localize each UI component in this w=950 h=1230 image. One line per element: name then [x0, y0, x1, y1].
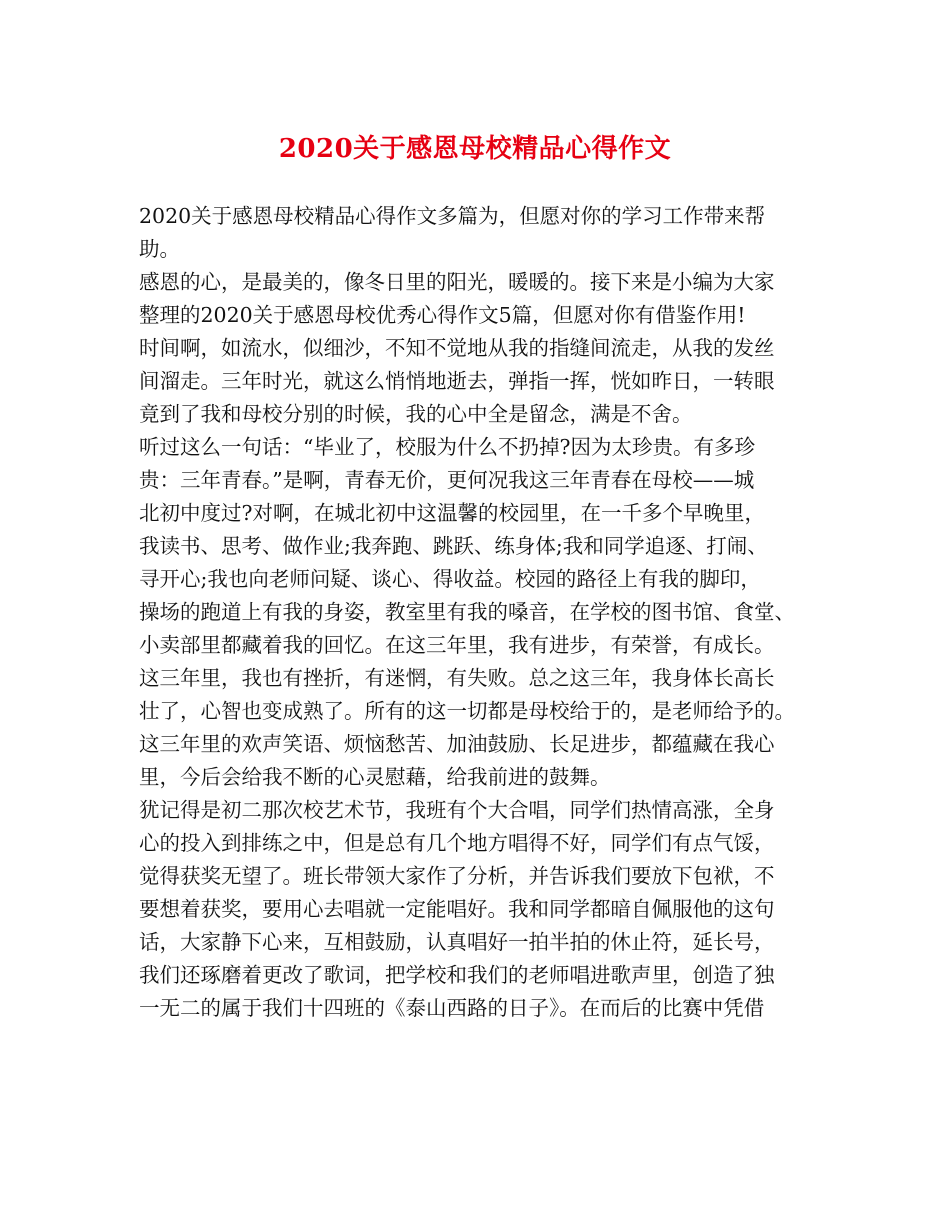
- body-line: 小卖部里都藏着我的回忆。在这三年里，我有进步，有荣誉，有成长。: [139, 633, 775, 657]
- body-line: 这三年里的欢声笑语、烦恼愁苦、加油鼓励、长足进步，都蕴藏在我心: [139, 732, 775, 756]
- body-line: 话，大家静下心来，互相鼓励，认真唱好一拍半拍的休止符，延长号，: [139, 930, 775, 954]
- body-line: 操场的跑道上有我的身姿，教室里有我的嗓音，在学校的图书馆、食堂、: [139, 600, 795, 624]
- body-line: 北初中度过?对啊，在城北初中这温馨的校园里，在一千多个早晚里，: [139, 501, 765, 525]
- body-line: 时间啊，如流水，似细沙，不知不觉地从我的指缝间流走，从我的发丝: [139, 336, 775, 360]
- body-line: 我们还琢磨着更改了歌词，把学校和我们的老师唱进歌声里，创造了独: [139, 963, 775, 987]
- body-line: 我读书、思考、做作业;我奔跑、跳跃、练身体;我和同学追逐、打闹、: [139, 534, 768, 558]
- body-line: 里，今后会给我不断的心灵慰藉，给我前进的鼓舞。: [139, 765, 611, 789]
- body-line: 寻开心;我也向老师问疑、谈心、得收益。校园的路径上有我的脚印，: [139, 567, 761, 591]
- body-line: 感恩的心，是最美的，像冬日里的阳光，暖暖的。接下来是小编为大家: [139, 270, 775, 294]
- body-line: 助。: [139, 237, 180, 261]
- body-line: 间溜走。三年时光，就这么悄悄地逝去，弹指一挥，恍如昨日，一转眼: [139, 369, 775, 393]
- document-title: 2020关于感恩母校精品心得作文: [278, 134, 672, 164]
- body-line: 要想着获奖，要用心去唱就一定能唱好。我和同学都暗自佩服他的这句: [139, 897, 775, 921]
- body-line: 这三年里，我也有挫折，有迷惘，有失败。总之这三年，我身体长高长: [139, 666, 775, 690]
- body-line: 听过这么一句话：“毕业了，校服为什么不扔掉?因为太珍贵。有多珍: [139, 435, 755, 459]
- body-line: 觉得获奖无望了。班长带领大家作了分析，并告诉我们要放下包袱，不: [139, 864, 775, 888]
- body-line: 贵：三年青春。”是啊，青春无价，更何况我这三年青春在母校——城: [139, 468, 755, 492]
- body-line: 竟到了我和母校分别的时候，我的心中全是留念，满是不舍。: [139, 402, 693, 426]
- body-line: 心的投入到排练之中，但是总有几个地方唱得不好，同学们有点气馁，: [139, 831, 775, 855]
- body-line: 2020关于感恩母校精品心得作文多篇为，但愿对你的学习工作带来帮: [139, 204, 766, 228]
- body-line: 一无二的属于我们十四班的《泰山西路的日子》。在而后的比赛中凭借: [139, 996, 765, 1020]
- body-line: 壮了，心智也变成熟了。所有的这一切都是母校给于的，是老师给予的。: [139, 699, 795, 723]
- body-line: 整理的2020关于感恩母校优秀心得作文5篇，但愿对你有借鉴作用!: [139, 303, 746, 327]
- document-body: [139, 200, 829, 1025]
- body-line: 犹记得是初二那次校艺术节，我班有个大合唱，同学们热情高涨，全身: [139, 798, 775, 822]
